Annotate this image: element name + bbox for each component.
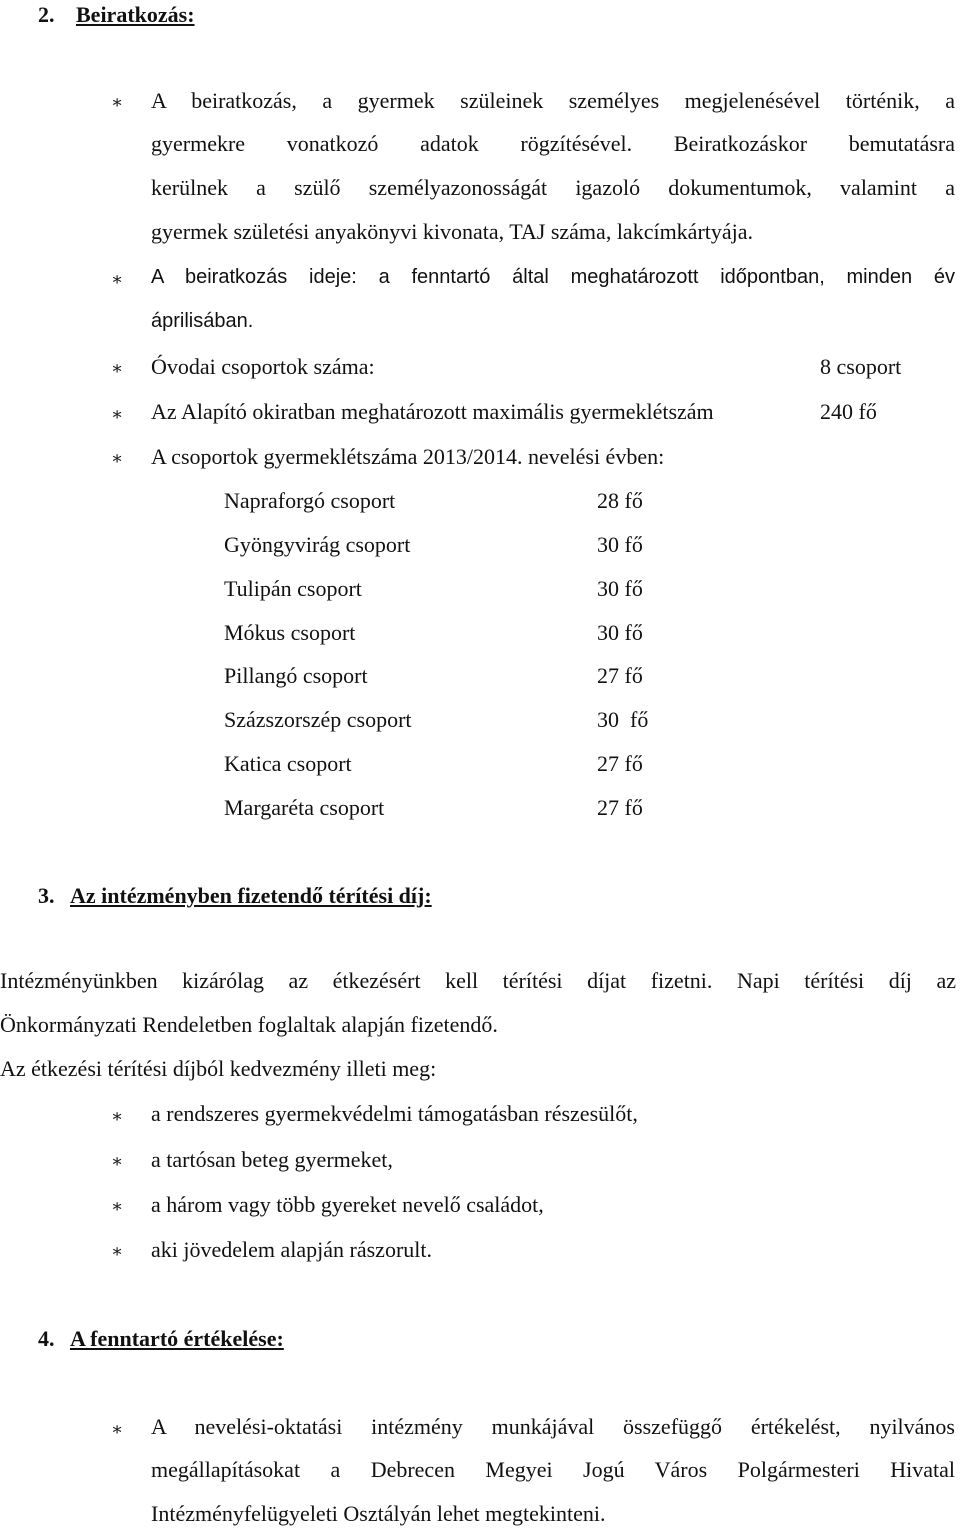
group-name: Gyöngyvirág csoport (224, 532, 411, 557)
group-name: Napraforgó csoport (224, 488, 396, 513)
bullet-icon: ∗ (111, 1419, 124, 1439)
bullet-icon: ∗ (111, 448, 124, 468)
body-text-line: megállapításokat a Debrecen Megyei Jogú Város Polgármesteri Hivatal (151, 1457, 955, 1482)
list-item: a tartósan beteg gyermeket, (151, 1147, 393, 1172)
body-text-line: Önkormányzati Rendeletben foglaltak alapján fizetendő. (0, 1012, 498, 1037)
body-text-line: Az étkezési térítési díjból kedvezmény illeti meg: (0, 1056, 437, 1081)
capacity-label: Az Alapító okiratban meghatározott maximális gyermeklétszám (151, 399, 714, 424)
groups-value: 8 csoport (820, 354, 902, 379)
body-text-line: kerülnek a szülő személyazonosságát igazoló dokumentumok, valamint a (151, 175, 955, 200)
group-name: Katica csoport (224, 751, 352, 776)
bullet-icon: ∗ (111, 358, 124, 378)
section-4-heading (38, 1326, 284, 1352)
bullet-icon: ∗ (111, 1196, 124, 1216)
body-text-line: gyermek születési anyakönyvi kivonata, TAJ száma, lakcímkártyája. (151, 219, 754, 244)
group-count: 27 fő (597, 663, 643, 688)
list-item: a három vagy több gyereket nevelő családot, (151, 1192, 544, 1217)
group-count: 28 fő (597, 488, 643, 513)
section-2-heading (38, 2, 195, 28)
list-item: a rendszeres gyermekvédelmi támogatásban részesülőt, (151, 1101, 638, 1126)
group-name: Tulipán csoport (224, 576, 362, 601)
section-title: A fenntartó értékelése: (70, 1326, 284, 1351)
section-title: Beiratkozás: (76, 2, 195, 27)
bullet-icon: ∗ (111, 404, 124, 424)
section-3-heading (38, 883, 432, 909)
list-item: aki jövedelem alapján rászorult. (151, 1237, 432, 1262)
body-text-line: A beiratkozás, a gyermek szüleinek személyes megjelenésével történik, a (151, 88, 955, 113)
bullet-icon: ∗ (111, 1241, 124, 1261)
section-number: 2. (38, 2, 55, 27)
section-number: 4. (38, 1326, 55, 1351)
headcount-label: A csoportok gyermeklétszáma 2013/2014. nevelési évben: (151, 444, 665, 469)
bullet-icon: ∗ (111, 1151, 124, 1171)
group-name: Pillangó csoport (224, 663, 368, 688)
section-number: 3. (38, 883, 55, 908)
body-text-line: A beiratkozás ideje: a fenntartó által meghatározott időpontban, minden év (151, 266, 955, 288)
section-title: Az intézményben fizetendő térítési díj: (70, 883, 432, 908)
group-count: 27 fő (597, 751, 643, 776)
groups-label: Óvodai csoportok száma: (151, 354, 375, 379)
bullet-icon: ∗ (111, 269, 124, 289)
body-text-line: A nevelési-oktatási intézmény munkájával összefüggő értékelést, nyilvános (151, 1414, 955, 1439)
group-name: Margaréta csoport (224, 795, 385, 820)
body-text-line: Intézményünkben kizárólag az étkezésért kell térítési díjat fizetni. Napi térítési díj az (0, 968, 956, 993)
group-name: Százszorszép csoport (224, 707, 412, 732)
body-text-line: áprilisában. (151, 310, 254, 332)
group-count: 30 fő (597, 620, 643, 645)
group-name: Mókus csoport (224, 620, 356, 645)
group-count: 30 fő (597, 532, 643, 557)
body-text-line: Intézményfelügyeleti Osztályán lehet megtekinteni. (151, 1501, 606, 1526)
bullet-icon: ∗ (111, 1106, 124, 1126)
capacity-value: 240 fő (820, 399, 877, 424)
group-count: 30 fő (597, 576, 643, 601)
group-count: 30 fő (597, 707, 649, 732)
bullet-icon: ∗ (111, 92, 124, 112)
group-count: 27 fő (597, 795, 643, 820)
body-text-line: gyermekre vonatkozó adatok rögzítésével. Beiratkozáskor bemutatásra (151, 131, 955, 156)
